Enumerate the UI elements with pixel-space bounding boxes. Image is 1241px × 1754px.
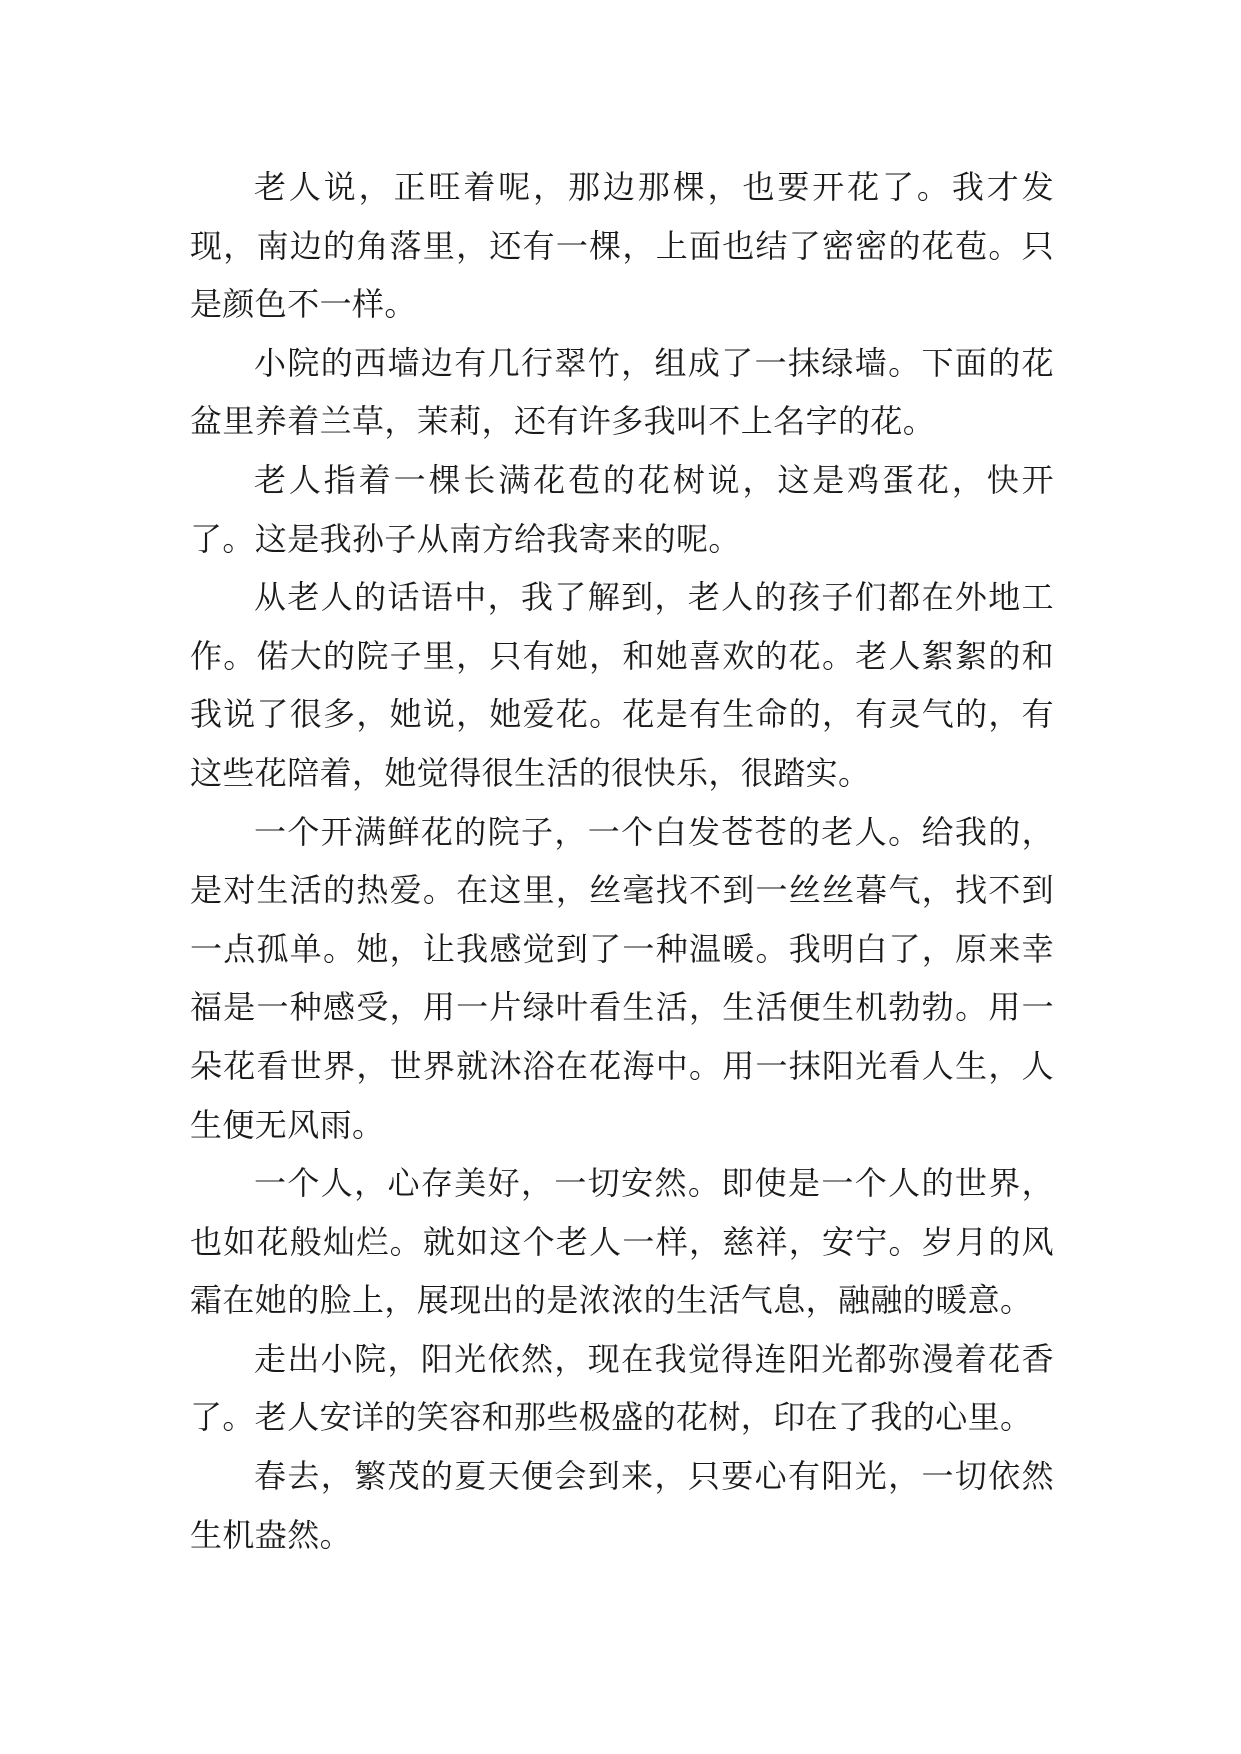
document-body (190, 158, 1054, 1564)
paragraph: 走出小院，阳光依然，现在我觉得连阳光都弥漫着花香了。老人安详的笑容和那些极盛的花树，印在了我的心里。 (190, 1339, 1054, 1437)
paragraph: 老人说，正旺着呢，那边那棵，也要开花了。我才发现，南边的角落里，还有一棵，上面也结了密密的花苞。只是颜色不一样。 (190, 168, 1054, 324)
paragraph: 从老人的话语中，我了解到，老人的孩子们都在外地工作。偌大的院子里，只有她，和她喜欢的花。老人絮絮的和我说了很多，她说，她爱花。花是有生命的，有灵气的，有这些花陪着，她觉得很生活的很快乐，很踏实。 (190, 578, 1054, 792)
paragraph: 一个人，心存美好，一切安然。即使是一个人的世界，也如花般灿烂。就如这个老人一样，慈祥，安宁。岁月的风霜在她的脸上，展现出的是浓浓的生活气息，融融的暖意。 (190, 1164, 1054, 1320)
paragraph: 老人指着一棵长满花苞的花树说，这是鸡蛋花，快开了。这是我孙子从南方给我寄来的呢。 (190, 460, 1054, 558)
paragraph: 一个开满鲜花的院子，一个白发苍苍的老人。给我的，是对生活的热爱。在这里，丝毫找不到一丝丝暮气，找不到一点孤单。她，让我感觉到了一种温暖。我明白了，原来幸福是一种感受，用一片绿叶看生活，生活便生机勃勃。用一朵花看世界，世界就沐浴在花海中。用一抹阳光看人生，人生便无风雨。 (190, 812, 1054, 1144)
paragraph: 小院的西墙边有几行翠竹，组成了一抹绿墙。下面的花盆里养着兰草，茉莉，还有许多我叫不上名字的花。 (190, 343, 1054, 441)
paragraph: 春去，繁茂的夏天便会到来，只要心有阳光，一切依然生机盎然。 (190, 1457, 1054, 1554)
